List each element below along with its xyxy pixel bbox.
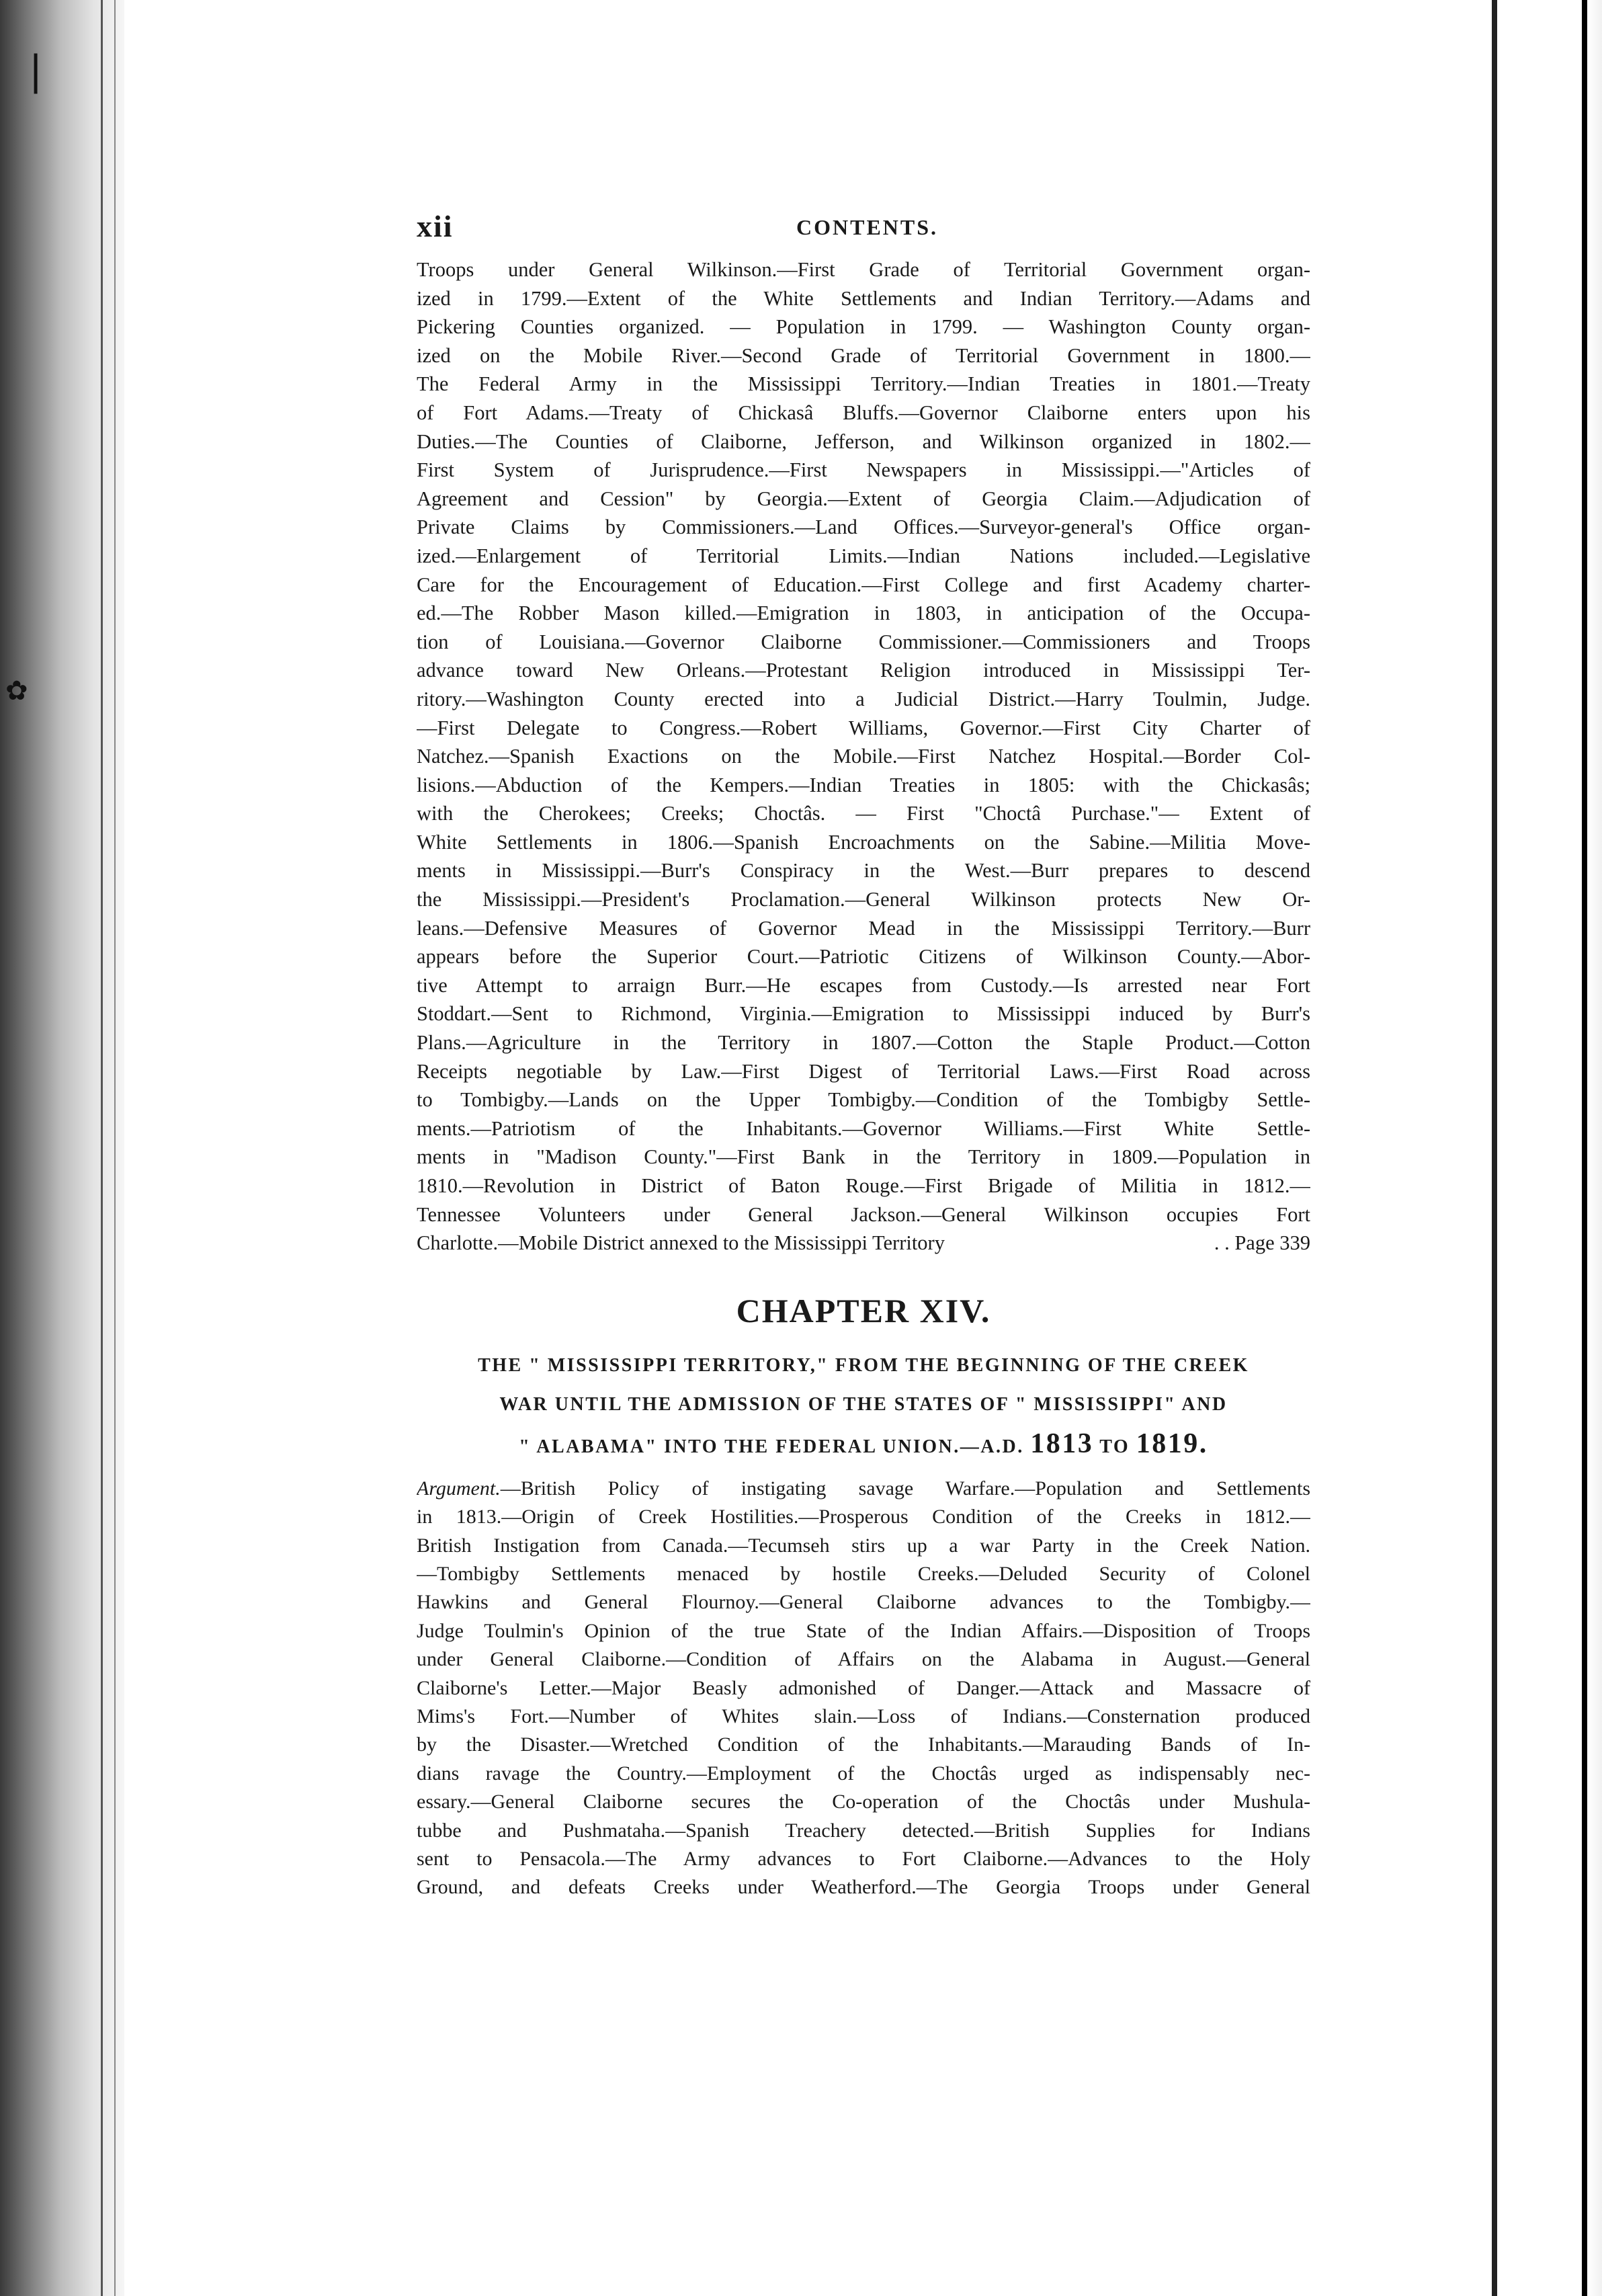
chapter-subtitle [417, 1346, 1310, 1467]
chapter-year-start: 1813 [1030, 1428, 1094, 1459]
argument-line: Hawkins and General Flournoy.—General Claiborne advances to the Tombigby.— [417, 1591, 1310, 1614]
running-head [417, 202, 1310, 255]
gutter-mark-icon: ✿ [5, 675, 28, 706]
toc-line: 1810.—Revolution in District of Baton Rouge.—First Brigade of Militia in 1812.— [417, 1174, 1310, 1197]
toc-line: tion of Louisiana.—Governor Claiborne Commissioner.—Commissioners and Troops [417, 630, 1310, 653]
toc-line: Private Claims by Commissioners.—Land Offices.—Surveyor-general's Office organ- [417, 516, 1310, 539]
toc-line-text: Charlotte.—Mobile District annexed to the Mississippi Territory [417, 1231, 945, 1255]
toc-line: First System of Jurisprudence.—First Newspapers in Mississippi.—"Articles of [417, 458, 1310, 482]
argument-line: dians ravage the Country.—Employment of the Choctâs urged as indispensably nec- [417, 1762, 1310, 1785]
gutter-mark-icon: ❘ [19, 47, 53, 94]
page-number: xii [417, 209, 454, 243]
argument-line: —Tombigby Settlements menaced by hostile Creeks.—Deluded Security of Colonel [417, 1563, 1310, 1585]
toc-line: Natchez.—Spanish Exactions on the Mobile.—First Natchez Hospital.—Border Col- [417, 745, 1310, 768]
binding-line [114, 0, 116, 2296]
toc-last-line [417, 1229, 1310, 1258]
toc-line: leans.—Defensive Measures of Governor Mead in the Mississippi Territory.—Burr [417, 916, 1310, 940]
scan-binding-edge [0, 0, 124, 2296]
toc-line: Stoddart.—Sent to Richmond, Virginia.—Emigration to Mississippi induced by Burr's [417, 1002, 1310, 1026]
toc-line: Care for the Encouragement of Education.—First College and first Academy charter- [417, 573, 1310, 596]
argument-line: Mims's Fort.—Number of Whites slain.—Loss of Indians.—Consternation produced [417, 1705, 1310, 1728]
argument-line: Ground, and defeats Creeks under Weatherford.—The Georgia Troops under General [417, 1876, 1310, 1899]
toc-line: White Settlements in 1806.—Spanish Encroachments on the Sabine.—Militia Move- [417, 830, 1310, 854]
toc-line: appears before the Superior Court.—Patriotic Citizens of Wilkinson County.—Abor- [417, 945, 1310, 969]
toc-line: ed.—The Robber Mason killed.—Emigration in 1803, in anticipation of the Occupa- [417, 602, 1310, 625]
argument-line: under General Claiborne.—Condition of Affairs on the Alabama in August.—General [417, 1648, 1310, 1671]
running-title: CONTENTS. [796, 215, 939, 239]
toc-line: to Tombigby.—Lands on the Upper Tombigby.—Condition of the Tombigby Settle- [417, 1088, 1310, 1112]
argument-line: in 1813.—Origin of Creek Hostilities.—Prosperous Condition of the Creeks in 1812.— [417, 1506, 1310, 1528]
argument-line: by the Disaster.—Wretched Condition of the Inhabitants.—Marauding Bands of In- [417, 1733, 1310, 1756]
chapter-year-end: 1819. [1136, 1428, 1208, 1459]
argument-line: Judge Toulmin's Opinion of the true State of the Indian Affairs.—Disposition of Troops [417, 1619, 1310, 1642]
toc-line: The Federal Army in the Mississippi Territory.—Indian Treaties in 1801.—Treaty [417, 372, 1310, 396]
toc-line: Plans.—Agriculture in the Territory in 1807.—Cotton the Staple Product.—Cotton [417, 1031, 1310, 1055]
page-reference: . . Page 339 [1214, 1231, 1310, 1255]
toc-line: ments in "Madison County."—First Bank in the Territory in 1809.—Population in [417, 1145, 1310, 1169]
toc-line: ized.—Enlargement of Territorial Limits.—Indian Nations included.—Legislative [417, 544, 1310, 567]
toc-line: ized on the Mobile River.—Second Grade of Territorial Government in 1800.— [417, 343, 1310, 367]
toc-line: advance toward New Orleans.—Protestant Religion introduced in Mississippi Ter- [417, 659, 1310, 682]
toc-line: Pickering Counties organized. — Population in 1799. — Washington County organ- [417, 315, 1310, 339]
toc-line: the Mississippi.—President's Proclamation.—General Wilkinson protects New Or- [417, 888, 1310, 911]
argument-line: essary.—General Claiborne secures the Co-operation of the Choctâs under Mushula- [417, 1791, 1310, 1813]
toc-line: Troops under General Wilkinson.—First Grade of Territorial Government organ- [417, 258, 1310, 281]
argument-label: Argument. [417, 1477, 501, 1500]
argument-line: tubbe and Pushmataha.—Spanish Treachery detected.—British Supplies for Indians [417, 1819, 1310, 1842]
book-page [417, 202, 1310, 1902]
chapter-heading: CHAPTER XIV. [736, 1291, 991, 1329]
chapter-year-to: TO [1099, 1436, 1130, 1457]
toc-paragraph [417, 255, 1310, 1258]
argument-line: sent to Pensacola.—The Army advances to Fort Claiborne.—Advances to the Holy [417, 1848, 1310, 1871]
argument-first-line [417, 1475, 1310, 1503]
toc-line: Receipts negotiable by Law.—First Digest of Territorial Laws.—First Road across [417, 1059, 1310, 1083]
page-edge-shadow [1492, 0, 1497, 2296]
chapter-subtitle-line: WAR UNTIL THE ADMISSION OF THE STATES OF " MISSISSIPPI" AND [499, 1393, 1228, 1415]
binding-line [101, 0, 103, 2296]
chapter-argument [417, 1475, 1310, 1902]
chapter-subtitle-line-last [417, 1424, 1310, 1467]
toc-line: Tennessee Volunteers under General Jackson.—General Wilkinson occupies Fort [417, 1202, 1310, 1226]
toc-line: Agreement and Cession" by Georgia.—Extent of Georgia Claim.—Adjudication of [417, 487, 1310, 510]
toc-line: —First Delegate to Congress.—Robert Williams, Governor.—First City Charter of [417, 716, 1310, 739]
toc-line: ized in 1799.—Extent of the White Settlements and Indian Territory.—Adams and [417, 286, 1310, 310]
toc-line: of Fort Adams.—Treaty of Chickasâ Bluffs.—Governor Claiborne enters upon his [417, 401, 1310, 424]
argument-line: Claiborne's Letter.—Major Beasly admonished of Danger.—Attack and Massacre of [417, 1676, 1310, 1699]
toc-line: lisions.—Abduction of the Kempers.—Indian Treaties in 1805: with the Chickasâs; [417, 773, 1310, 796]
scan-right-edge [1528, 0, 1602, 2296]
toc-line: tive Attempt to arraign Burr.—He escapes from Custody.—Is arrested near Fort [417, 973, 1310, 997]
toc-line: ments.—Patriotism of the Inhabitants.—Governor Williams.—First White Settle- [417, 1116, 1310, 1140]
toc-line: Duties.—The Counties of Claiborne, Jefferson, and Wilkinson organized in 1802.— [417, 429, 1310, 453]
toc-line: ments in Mississippi.—Burr's Conspiracy in the West.—Burr prepares to descend [417, 859, 1310, 883]
chapter-subtitle-line: THE " MISSISSIPPI TERRITORY," FROM THE BEGINNING OF THE CREEK [478, 1354, 1249, 1376]
chapter-subtitle-text: " ALABAMA" INTO THE FEDERAL UNION.—A.D. [519, 1436, 1024, 1457]
toc-line: ritory.—Washington County erected into a Judicial District.—Harry Toulmin, Judge. [417, 687, 1310, 710]
argument-first-text: —British Policy of instigating savage Warfare.—Population and Settlements [500, 1477, 1310, 1500]
toc-line: with the Cherokees; Creeks; Choctâs. — First "Choctâ Purchase."— Extent of [417, 802, 1310, 825]
argument-line: British Instigation from Canada.—Tecumseh stirs up a war Party in the Creek Nation. [417, 1534, 1310, 1557]
